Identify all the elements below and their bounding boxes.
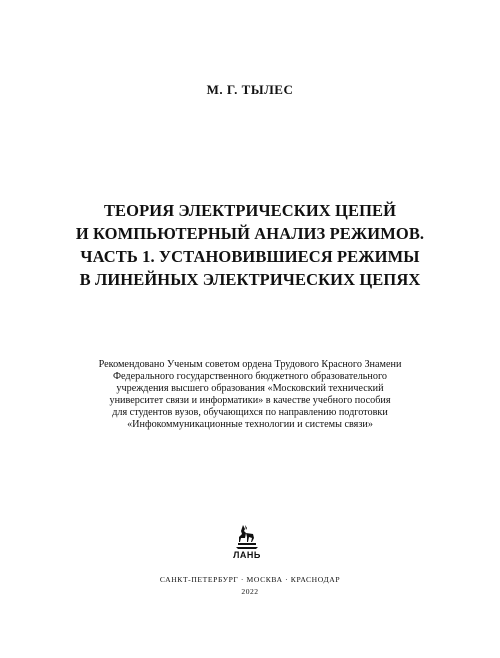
book-title-line: В ЛИНЕЙНЫХ ЭЛЕКТРИЧЕСКИХ ЦЕПЯХ xyxy=(79,270,421,289)
publisher-cities: САНКТ-ПЕТЕРБУРГ · МОСКВА · КРАСНОДАР xyxy=(159,575,341,584)
book-title xyxy=(0,199,500,291)
publisher-logo-icon xyxy=(232,523,262,567)
recommendation-line: учреждения высшего образования «Московский технический xyxy=(116,383,384,394)
recommendation-line: Рекомендовано Ученым советом ордена Трудового Красного Знамени xyxy=(98,359,402,370)
recommendation-line: «Инфокоммуникационные технологии и системы связи» xyxy=(127,419,373,430)
recommendation-line: для студентов вузов, обучающихся по направлению подготовки xyxy=(112,407,388,418)
book-title-line: ТЕОРИЯ ЭЛЕКТРИЧЕСКИХ ЦЕПЕЙ xyxy=(103,201,397,220)
recommendation-line: Федерального государственного бюджетного образовательного xyxy=(112,371,387,382)
publication-year: 2022 xyxy=(241,587,259,596)
recommendation-line: университет связи и информатики» в качестве учебного пособия xyxy=(109,395,391,406)
recommendation-text xyxy=(0,359,500,431)
author-name: М. Г. ТЫЛЕС xyxy=(206,82,294,97)
publisher-logo-text: ЛАНЬ xyxy=(233,550,261,560)
book-title-line: И КОМПЬЮТЕРНЫЙ АНАЛИЗ РЕЖИМОВ. xyxy=(75,224,425,243)
book-title-line: ЧАСТЬ 1. УСТАНОВИВШИЕСЯ РЕЖИМЫ xyxy=(80,247,420,266)
